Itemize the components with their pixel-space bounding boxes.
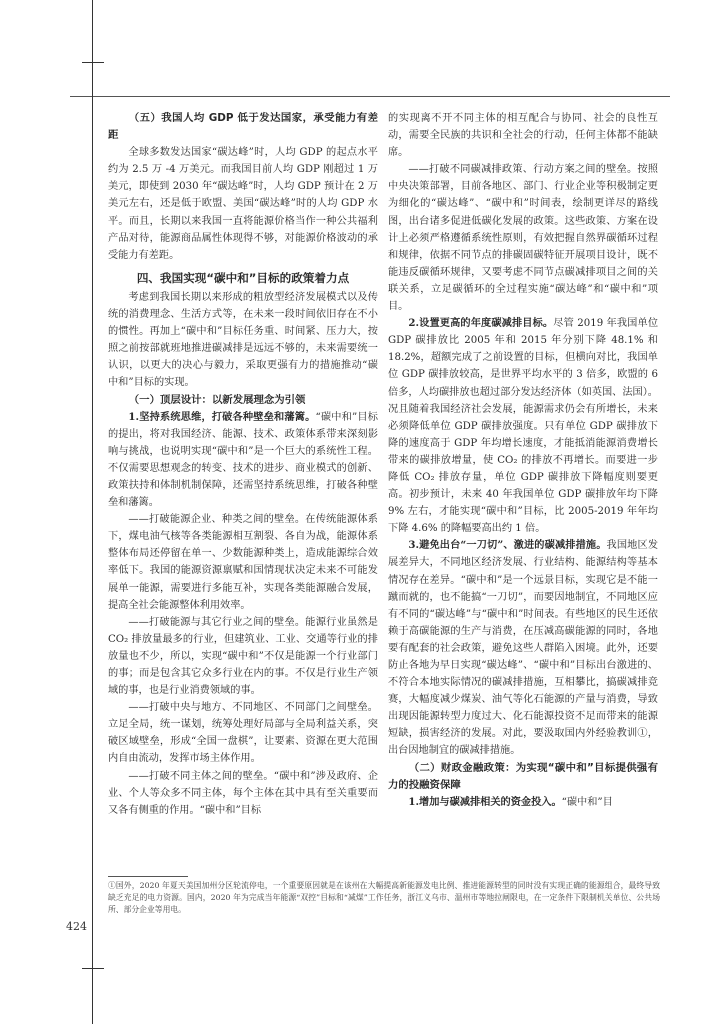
paragraph	[388, 315, 658, 537]
margin-tick	[82, 968, 104, 969]
paragraph-body: 我国地区发展差异大，不同地区经济发展、行业结构、能源结构等基本情况存在差异。“碳中和”是一个远景目标，实现它是不能一蹴而就的，也不能搞“一刀切”，而要因地制宜，不同地区应有不同的“碳达峰”与“碳中和”时间表。有些地区的民生还依赖于高碳能源的生产与消费，在压减高碳能源的同时，各地要有配套的社会政策，避免这些人群陷入困境。此外，还要防止各地为早日实现“碳达峰”、“碳中和”目标出台激进的、不符合本地实际情况的碳减排措施，互相攀比，搞碳减排竞赛，大幅度减少煤炭、油气等化石能源的产量与消费，导致出现因能源转型力度过大、化石能源投资不足而带来的能源短缺，损害经济的发展。对此，要汲取国内外经验教训①，出台因地制宜的碳减排措施。	[388, 540, 659, 757]
subsection-heading: （一）顶层设计：以新发展理念为引领	[128, 393, 306, 406]
paragraph: ——打破不同主体之间的壁垒。“碳中和”涉及政府、企业、个人等众多不同主体，每个主体在其中具有至关重要而又各有侧重的作用。“碳中和”目标	[108, 770, 378, 816]
paragraph-body: “碳中和”目	[561, 796, 613, 808]
paragraph-lead: 3.避免出台“一刀切”、激进的碳减排措施。	[408, 539, 607, 552]
paragraph	[388, 794, 658, 811]
left-column	[108, 110, 378, 819]
margin-tick	[82, 62, 104, 63]
footnote: ①国外，2020 年夏天美国加州分区轮流停电，一个重要原因就是在该州在大幅提高新能源发电比例、推进能源转型的同时没有实现正确的能源组合，最终导致缺乏充足的电力资源。国内，2020 年为完成当年能源“双控”目标和“减煤”工作任务，浙江义乌市、温州市等地拉闸限电，在一定条件下限制机关单位、公共场所、部分企业等用电。	[108, 881, 660, 914]
paragraph	[108, 409, 378, 512]
subsection-heading: （五）我国人均 GDP 低于发达国家，承受能力有差距	[108, 112, 378, 142]
section-title: 四、我国实现“碳中和”目标的政策着力点	[136, 270, 350, 285]
paragraph: 的实现离不开不同主体的相互配合与协同、社会的良性互动，需要全民族的共识和全社会的行动，任何主体都不能缺席。	[388, 113, 658, 159]
paragraph: 考虑到我国长期以来形成的粗放型经济发展模式以及传统的消费理念、生活方式等，在未来一段时间依旧存在不小的惯性。再加上“碳中和”目标任务重、时间紧、压力大，按照之前按部就班地推进碳减排是远远不够的，未来需要统一认识，以更大的决心与毅力，采取更强有力的措施推动“碳中和”目标的实现。	[108, 291, 378, 389]
paragraph: ——打破中央与地方、不同地区、不同部门之间壁垒。立足全局，统一谋划，统筹处理好局部与全局利益关系，突破区域壁垒，形成“全国一盘棋”，让要素、资源在更大范围内自由流动，发挥市场主体作用。	[108, 702, 378, 765]
paragraph-body: 尽管 2019 年我国单位 GDP 碳排放比 2005 年和 2015 年分别下降 48.1% 和 18.2%，超额完成了之前设置的目标，但横向对比，我国单位 GDP 碳排放较高，是世界平均水平的 3 倍多，欧盟的 6 倍多，人均碳排放也超过部分发达经济体（如英国、法国）。况且随着我国经济社会发展，能源需求仍会有所增长，未来必须降低单位 GDP 碳排放强度。只有单位 GDP 碳排放下降的速度高于 GDP 年均增长速度，才能抵消能源消费增长带来的碳排放增量，使 CO₂ 的排放不再增长。而要进一步降低 CO₂ 排放存量，单位 GDP 碳排放下降幅度则要更高。初步预计，未来 40 年我国单位 GDP 碳排放年均下降 9% 左右，才能实现“碳中和”目标，比 2005-2019 年年均下降 4.6% 的降幅要高出约 1 倍。	[388, 318, 659, 535]
paragraph: ——打破能源与其它行业之间的壁垒。能源行业虽然是 CO₂ 排放量最多的行业，但建筑业、工业、交通等行业的排放量也不少，所以，实现“碳中和”不仅是能源一个行业部门的事；而是包含其它众多行业在内的事。不仅是行业生产领域的事，也是行业消费领域的事。	[108, 616, 378, 697]
paragraph-lead: 1.增加与碳减排相关的资金投入。	[408, 795, 562, 808]
paragraph-lead: 1.坚持系统思维，打破各种壁垒和藩篱。	[128, 410, 316, 423]
footnote-rule	[108, 876, 188, 877]
page-number: 424	[66, 920, 87, 933]
paragraph: ——打破能源企业、种类之间的壁垒。在传统能源体系下，煤电油气核等各类能源相互割裂、各自为战，能源体系整体布局还停留在单一、少数能源种类上，造成能源综合效率低下。我国的能源资源禀赋和国情现状决定未来不可能发展单一能源，需要进行多能互补，实现各类能源融合发展，提高全社会能源整体利用效率。	[108, 514, 378, 611]
paragraph-lead: 2.设置更高的年度碳减排目标。	[408, 317, 554, 330]
paragraph-body: “碳中和”目标的提出，将对我国经济、能源、技术、政策体系带来深刻影响与挑战，也说明实现“碳中和”是一个巨大的系统性工程。不仅需要思想观念的转变、技术的进步、商业模式的创新、政策扶持和体制机制保障，还需坚持系统思维，打破各种壁垒和藩篱。	[108, 411, 378, 509]
margin-line	[92, 0, 93, 1024]
right-column	[388, 110, 658, 811]
paragraph: 全球多数发达国家“碳达峰”时，人均 GDP 的起点水平约为 2.5 万 -4 万美元。而我国目前人均 GDP 刚超过 1 万美元，即使到 2030 年“碳达峰”时，人均 GDP 预计在 2 万美元左右，还是低于欧盟、美国“碳达峰”时的人均 GDP 水平。而且，长期以来我国一直将能源价格当作一种公共福利产品对待，能源商品属性体现得不够，对能源价格波动的承受能力有差距。	[108, 147, 378, 261]
paragraph: ——打破不同碳减排政策、行动方案之间的壁垒。按照中央决策部署，目前各地区、部门、行业企业等积极制定更为细化的“碳达峰”、“碳中和”时间表，绘制更详尽的路线图，出台诸多促进低碳化发展的政策。这些政策、方案在设计上必须严格遵循系统性原则，有效把握自然界碳循环过程和规律，依据不同节点的排碳固碳特征开展项目设计，既不能违反碳循环规律，又要考虑不同节点碳减排项目之间的关联关系，立足碳循环的全过程实施“碳达峰”和“碳中和”项目。	[388, 164, 658, 313]
subsection-heading: （二）财政金融政策：为实现“碳中和”目标提供强有力的投融资保障	[388, 761, 658, 791]
top-rule	[70, 96, 670, 97]
paragraph	[388, 537, 658, 759]
